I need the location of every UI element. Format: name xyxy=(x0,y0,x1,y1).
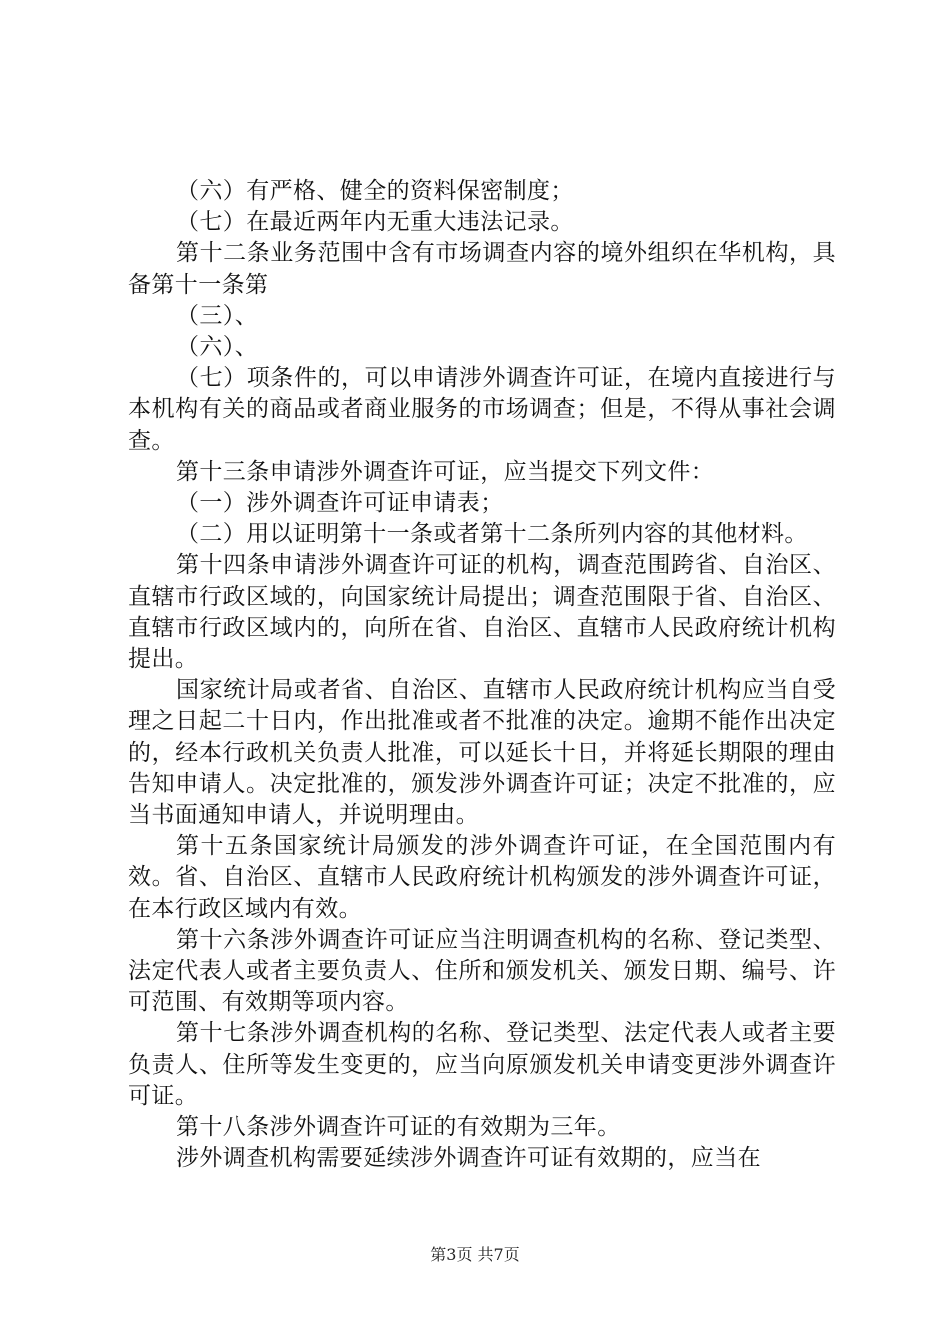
paragraph: 涉外调查机构需要延续涉外调查许可证有效期的，应当在 xyxy=(176,1145,761,1172)
document-body xyxy=(128,176,836,1175)
paragraph: 第十二条业务范围中含有市场调查内容的境外组织在华机构，具备第十一条第 xyxy=(128,240,836,298)
paragraph: （一）涉外调查许可证申请表； xyxy=(176,490,504,517)
page-number: 第3页 共7页 xyxy=(430,1245,520,1264)
paragraph: （六）有严格、健全的资料保密制度； xyxy=(176,178,574,204)
paragraph: 第十五条国家统计局颁发的涉外调查许可证，在全国范围内有效。省、自治区、直辖市人民政府统计机构颁发的涉外调查许可证，在本行政区域内有效。 xyxy=(128,833,836,922)
paragraph: （七）在最近两年内无重大违法记录。 xyxy=(176,209,574,236)
paragraph: 第十四条申请涉外调查许可证的机构，调查范围跨省、自治区、直辖市行政区域的，向国家统计局提出；调查范围限于省、自治区、直辖市行政区域内的，向所在省、自治区、直辖市人民政府统计机构提出。 xyxy=(128,552,836,673)
paragraph: （七）项条件的，可以申请涉外调查许可证，在境内直接进行与本机构有关的商品或者商业服务的市场调查；但是，不得从事社会调查。 xyxy=(128,365,836,454)
paragraph: 第十八条涉外调查许可证的有效期为三年。 xyxy=(176,1114,621,1141)
page-footer xyxy=(0,1245,950,1265)
paragraph: （三）、 xyxy=(176,302,259,329)
paragraph: 第十七条涉外调查机构的名称、登记类型、法定代表人或者主要负责人、住所等发生变更的，应当向原颁发机关申请变更涉外调查许可证。 xyxy=(128,1020,836,1109)
paragraph: （六）、 xyxy=(176,334,259,361)
paragraph: 国家统计局或者省、自治区、直辖市人民政府统计机构应当自受理之日起二十日内，作出批准或者不批准的决定。逾期不能作出决定的，经本行政机关负责人批准，可以延长十日，并将延长期限的理由告知申请人。决定批准的，颁发涉外调查许可证；决定不批准的，应当书面通知申请人，并说明理由。 xyxy=(128,677,836,829)
paragraph: 第十六条涉外调查许可证应当注明调查机构的名称、登记类型、法定代表人或者主要负责人、住所和颁发机关、颁发日期、编号、许可范围、有效期等项内容。 xyxy=(128,926,836,1016)
paragraph: （二）用以证明第十一条或者第十二条所列内容的其他材料。 xyxy=(176,521,808,548)
paragraph: 第十三条申请涉外调查许可证，应当提交下列文件： xyxy=(176,458,715,485)
